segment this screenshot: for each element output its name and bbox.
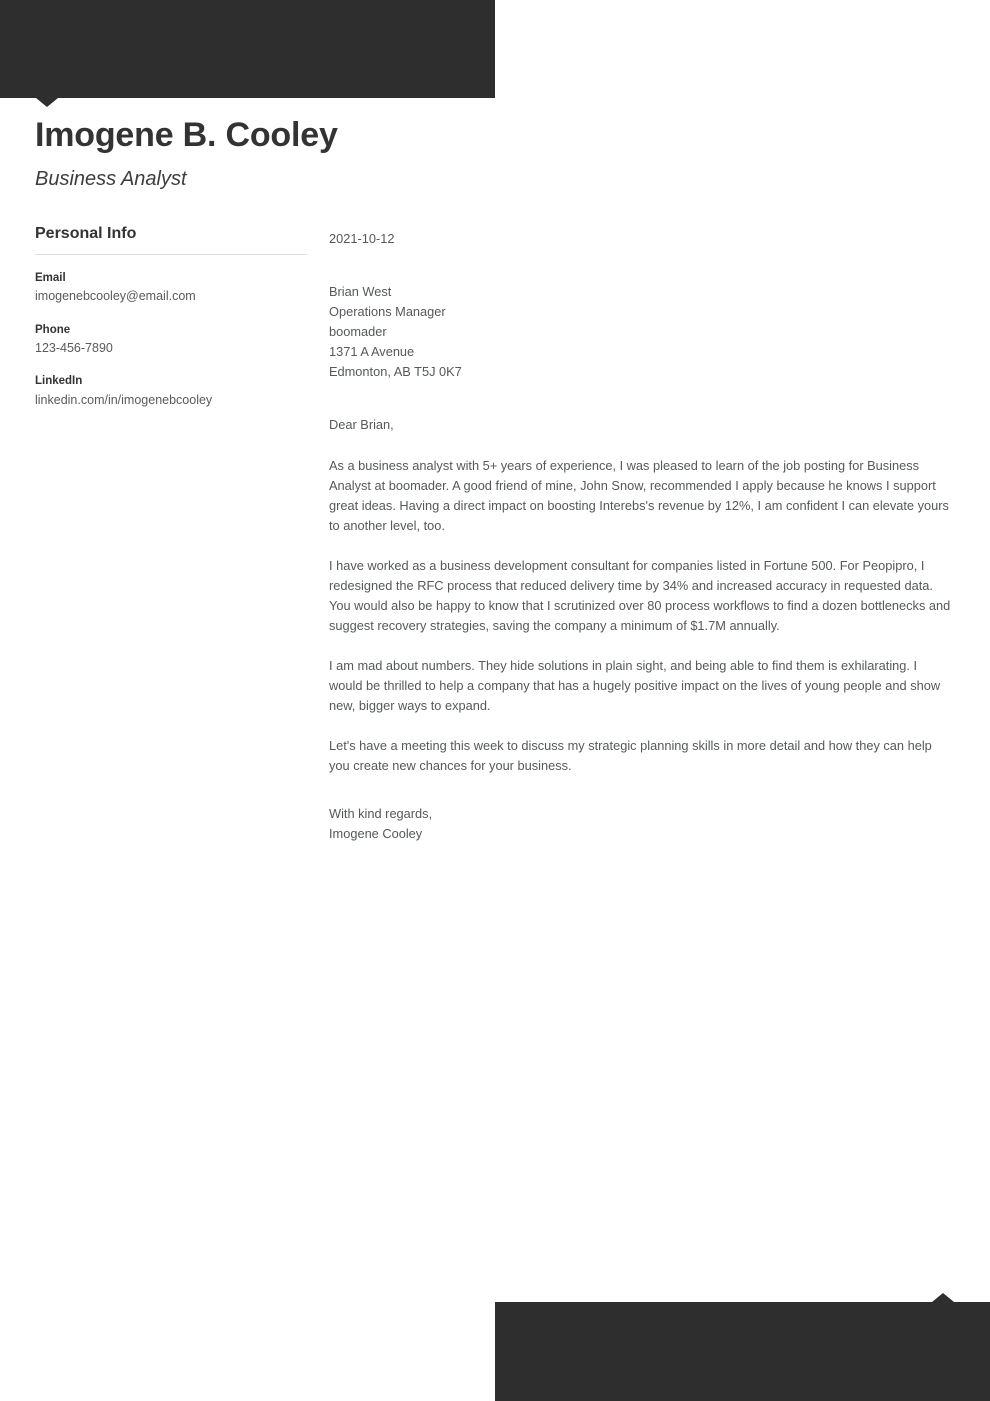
contact-label-linkedin: LinkedIn bbox=[35, 375, 83, 388]
recipient-company: boomader bbox=[329, 324, 387, 340]
contact-value-email[interactable]: imogenebcooley@email.com bbox=[35, 289, 196, 304]
recipient-address-block bbox=[329, 282, 951, 382]
contact-item-phone bbox=[35, 322, 307, 359]
contact-value-linkedin[interactable]: linkedin.com/in/imogenebcooley bbox=[35, 392, 213, 407]
letter-paragraph-2: I have worked as a business development consultant for companies listed in Fortune 500. For Peopipro, I redesigned the RFC process that reduced delivery time by 34% and increased accuracy in requested data. You would also be happy to know that I scrutinized over 80 process workflows to find a dozen bottlenecks and suggest recovery strategies, saving the company a minimum of $1.7M annually. bbox=[329, 557, 951, 634]
letter-date: 2021-10-12 bbox=[329, 231, 395, 246]
header-banner bbox=[0, 0, 495, 98]
applicant-job-title: Business Analyst bbox=[35, 168, 187, 191]
cover-letter-body bbox=[329, 229, 951, 844]
letter-paragraph-4: Let's have a meeting this week to discuss my strategic planning skills in more detail and how they can help you create new chances for your business. bbox=[329, 738, 932, 774]
recipient-city: Edmonton, AB T5J 0K7 bbox=[329, 364, 462, 380]
closing-salutation: With kind regards, bbox=[329, 805, 433, 821]
letter-salutation: Dear Brian, bbox=[329, 417, 394, 433]
letter-closing-block bbox=[329, 804, 951, 844]
personal-info-sidebar bbox=[35, 225, 307, 410]
contact-label-phone: Phone bbox=[35, 323, 71, 336]
contact-item-email bbox=[35, 270, 307, 307]
contact-label-email: Email bbox=[35, 272, 66, 284]
letter-paragraph-1: As a business analyst with 5+ years of experience, I was pleased to learn of the job posting for Business Analyst at boomader. A good friend of mine, John Snow, recommended I apply because he knows I support great ideas. Having a direct impact on boosting Interebs's revenue by 12%, I am confident I can elevate yours to another level, too. bbox=[329, 457, 949, 533]
footer-banner bbox=[495, 1302, 990, 1401]
recipient-name: Brian West bbox=[329, 284, 392, 300]
document-header bbox=[35, 116, 595, 191]
applicant-name: Imogene B. Cooley bbox=[35, 116, 338, 154]
footer-banner-notch-icon bbox=[932, 1293, 954, 1302]
signature-name: Imogene Cooley bbox=[329, 825, 423, 841]
recipient-job-title: Operations Manager bbox=[329, 304, 446, 320]
personal-info-heading: Personal Info bbox=[35, 225, 307, 255]
recipient-street: 1371 A Avenue bbox=[329, 344, 415, 360]
letter-paragraph-3: I am mad about numbers. They hide solutions in plain sight, and being able to find them is exhilarating. I would be thrilled to help a company that has a hugely positive impact on the lives of young people and show new, bigger ways to expand. bbox=[329, 658, 941, 714]
header-banner-notch-icon bbox=[36, 98, 58, 107]
contact-value-phone[interactable]: 123-456-7890 bbox=[35, 340, 113, 355]
contact-item-linkedin bbox=[35, 373, 307, 410]
